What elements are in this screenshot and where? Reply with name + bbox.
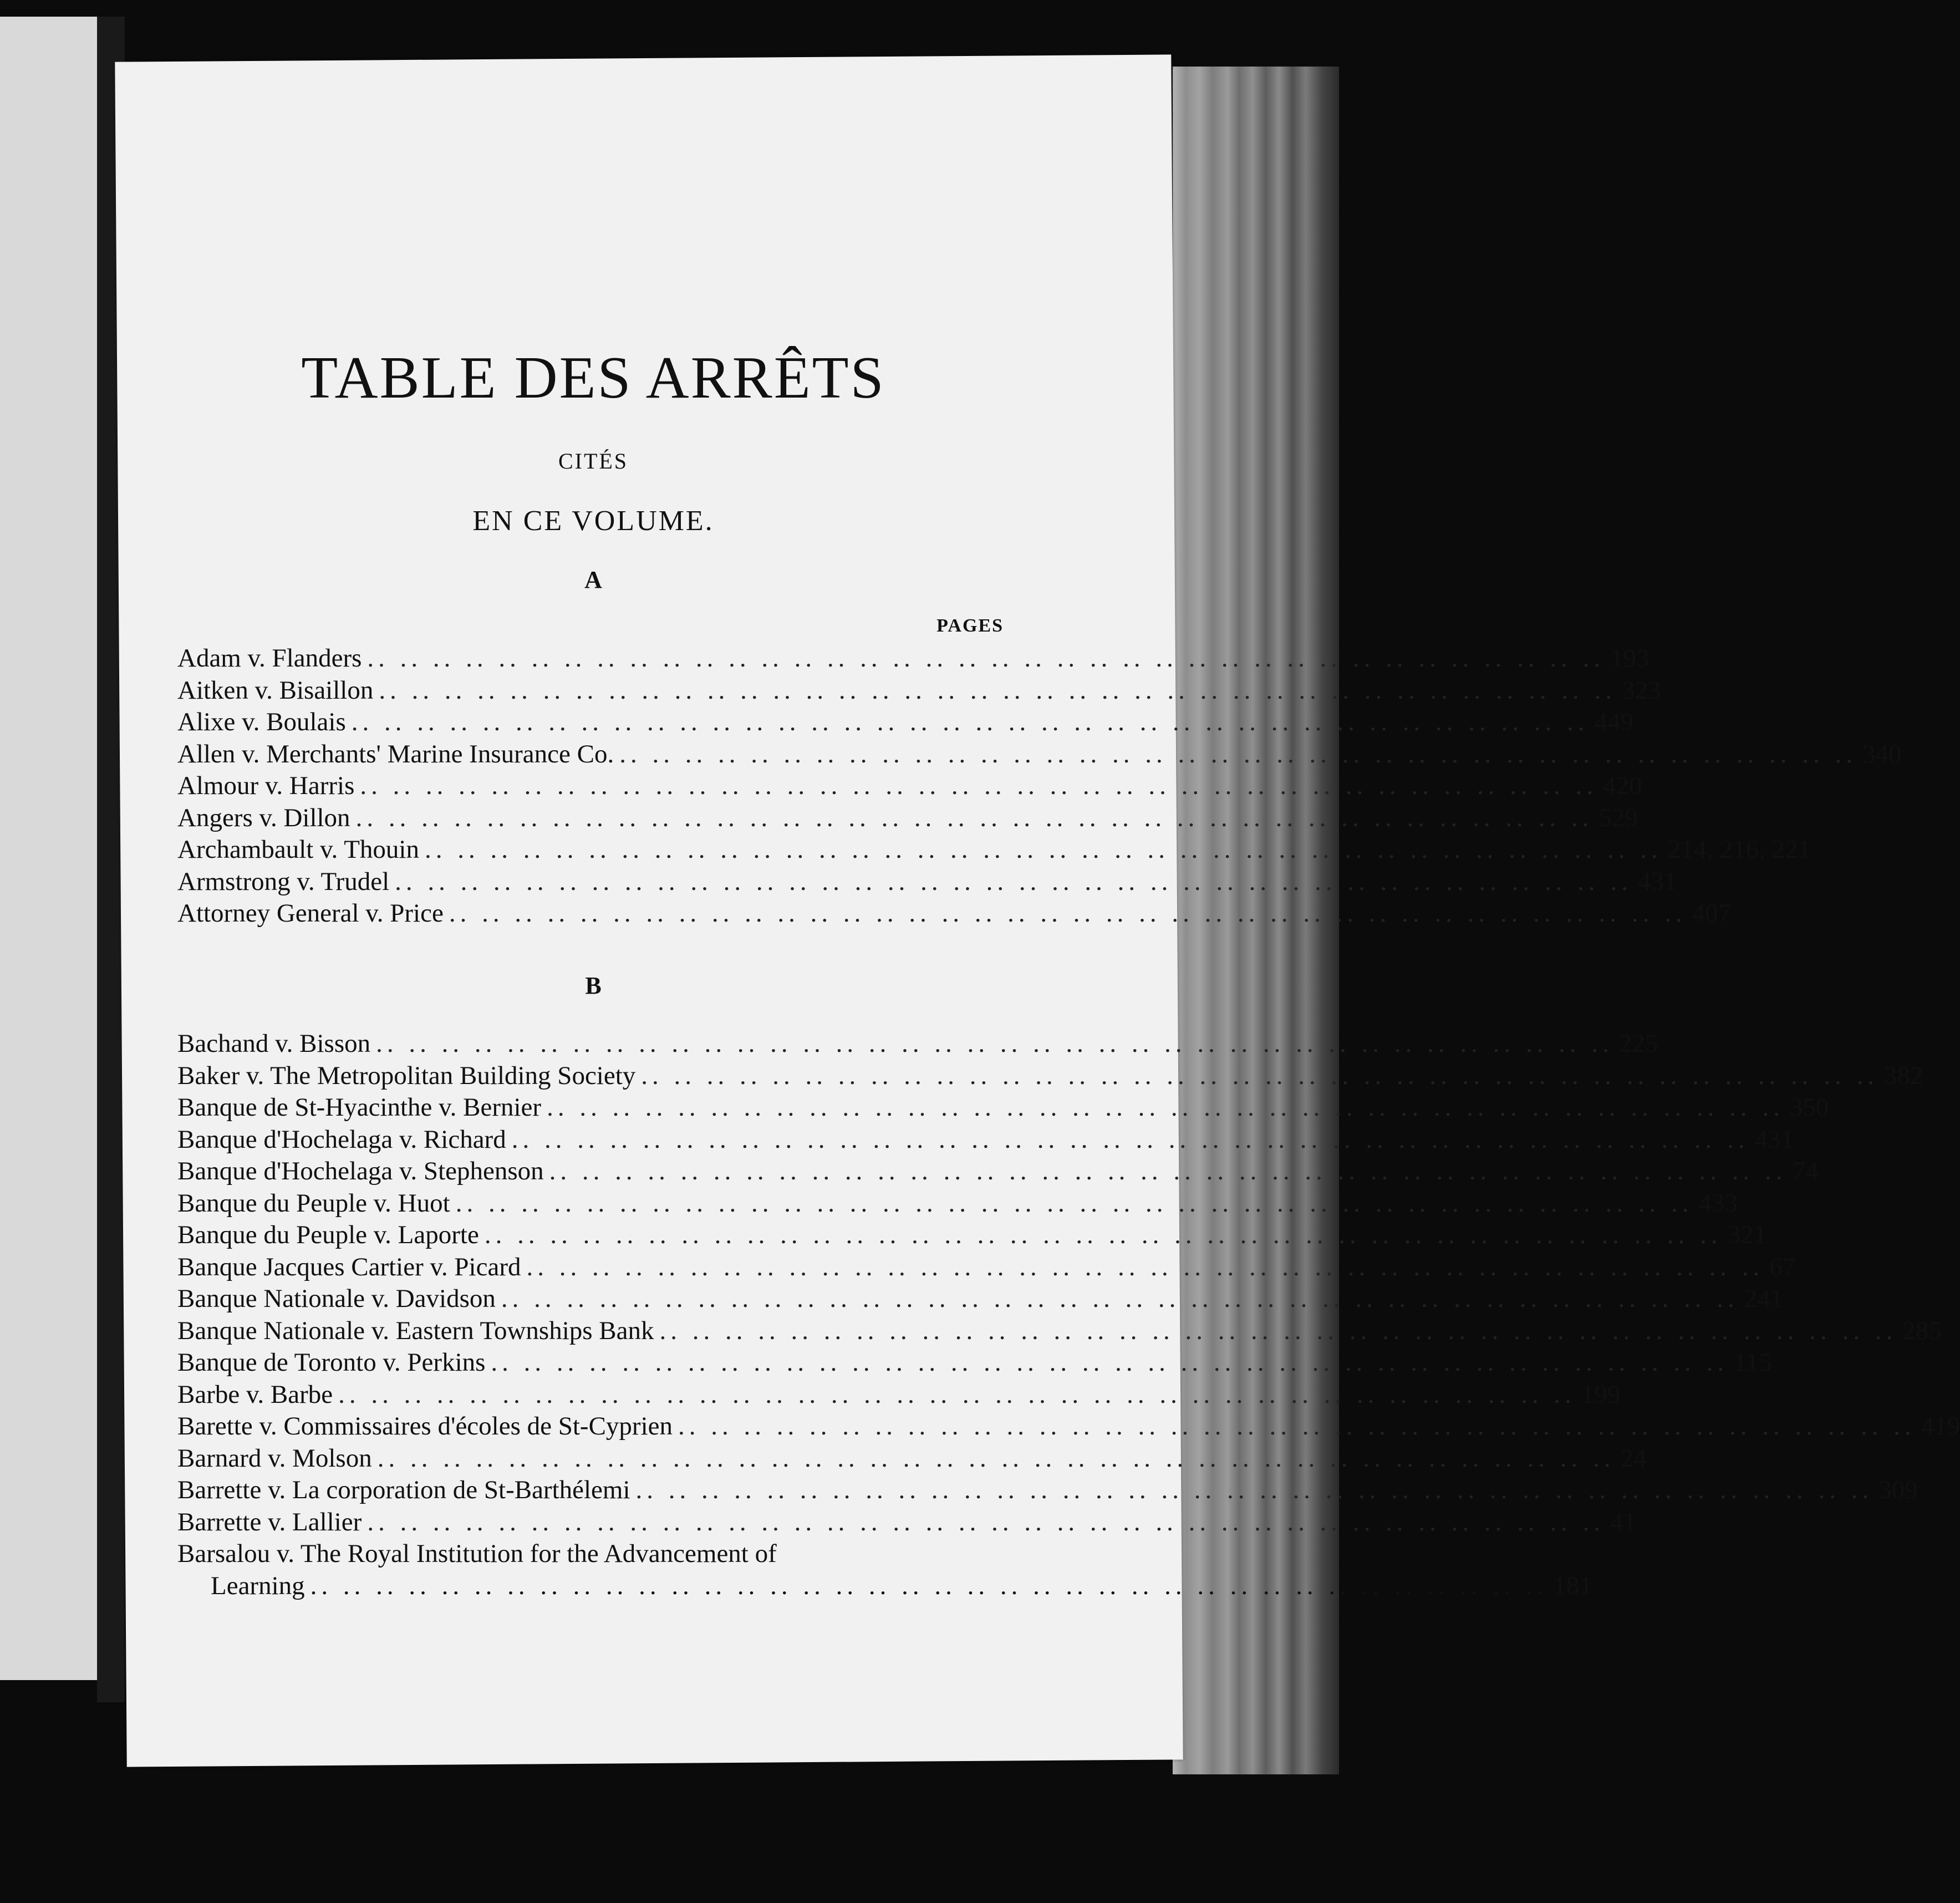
list-item: Allen v. Merchants' Marine Insurance Co. .. .. .. .. .. .. .. .. .. .. .. .. .. .. .. .. .. .. .. .. .. .. .. .. .. .. .. .. .. .. .. .. .. .. .. .. .. .. 340 bbox=[177, 739, 1902, 769]
list-item: Barette v. Commissaires d'écoles de St-Cyprien .. .. .. .. .. .. .. .. .. .. .. .. .. .. .. .. .. .. .. .. .. .. .. .. .. .. .. .. .. .. .. .. .. .. .. .. .. .. 419 bbox=[177, 1412, 1960, 1441]
list-item: Aitken v. Bisaillon .. .. .. .. .. .. .. .. .. .. .. .. .. .. .. .. .. .. .. .. .. .. .. .. .. .. .. .. .. .. .. .. .. .. .. .. .. .. 323 bbox=[177, 675, 1661, 705]
list-item: Banque d'Hochelaga v. Stephenson .. .. .. .. .. .. .. .. .. .. .. .. .. .. .. .. .. .. .. .. .. .. .. .. .. .. .. .. .. .. .. .. .. .. .. .. .. .. 74 bbox=[177, 1157, 1819, 1185]
list-item: Baker v. The Metropolitan Building Society .. .. .. .. .. .. .. .. .. .. .. .. .. .. .. .. .. .. .. .. .. .. .. .. .. .. .. .. .. .. .. .. .. .. .. .. .. .. 382 bbox=[177, 1061, 1923, 1090]
list-item: Barnard v. Molson .. .. .. .. .. .. .. .. .. .. .. .. .. .. .. .. .. .. .. .. .. .. .. .. .. .. .. .. .. .. .. .. .. .. .. .. .. .. 24 bbox=[177, 1443, 1647, 1473]
list-item: Banque d'Hochelaga v. Richard .. .. .. .. .. .. .. .. .. .. .. .. .. .. .. .. .. .. .. .. .. .. .. .. .. .. .. .. .. .. .. .. .. .. .. .. .. .. 431 bbox=[177, 1124, 1794, 1154]
list-item: Banque Jacques Cartier v. Picard .. .. .. .. .. .. .. .. .. .. .. .. .. .. .. .. .. .. .. .. .. .. .. .. .. .. .. .. .. .. .. .. .. .. .. .. .. .. 67 bbox=[177, 1252, 1796, 1281]
list-item: Barrette v. Lallier .. .. .. .. .. .. .. .. .. .. .. .. .. .. .. .. .. .. .. .. .. .. .. .. .. .. .. .. .. .. .. .. .. .. .. .. .. .. 41 bbox=[177, 1507, 1637, 1536]
section-b-list bbox=[177, 1029, 1960, 1602]
section-a-list bbox=[177, 643, 1902, 930]
list-item: Barbe v. Barbe .. .. .. .. .. .. .. .. .. .. .. .. .. .. .. .. .. .. .. .. .. .. .. .. .. .. .. .. .. .. .. .. .. .. .. .. .. .. 199 bbox=[177, 1380, 1621, 1409]
list-item: Banque du Peuple v. Laporte .. .. .. .. .. .. .. .. .. .. .. .. .. .. .. .. .. .. .. .. .. .. .. .. .. .. .. .. .. .. .. .. .. .. .. .. .. .. 321 bbox=[177, 1220, 1767, 1249]
list-item: Archambault v. Thouin .. .. .. .. .. .. .. .. .. .. .. .. .. .. .. .. .. .. .. .. .. .. .. .. .. .. .. .. .. .. .. .. .. .. .. .. .. .. 214, 216, 221 bbox=[177, 835, 1811, 864]
page-subtitle: CITÉS bbox=[558, 449, 629, 474]
list-item: Angers v. Dillon .. .. .. .. .. .. .. .. .. .. .. .. .. .. .. .. .. .. .. .. .. .. .. .. .. .. .. .. .. .. .. .. .. .. .. .. .. .. 529 bbox=[177, 803, 1638, 832]
list-item: Banque de Toronto v. Perkins .. .. .. .. .. .. .. .. .. .. .. .. .. .. .. .. .. .. .. .. .. .. .. .. .. .. .. .. .. .. .. .. .. .. .. .. .. .. 115 bbox=[177, 1348, 1772, 1377]
page-subtitle-volume: EN CE VOLUME. bbox=[472, 505, 714, 537]
facing-page bbox=[0, 17, 100, 1680]
list-item: Banque Nationale v. Eastern Townships Bank .. .. .. .. .. .. .. .. .. .. .. .. .. .. .. .. .. .. .. .. .. .. .. .. .. .. .. .. .. .. .. .. .. .. .. .. .. .. 285 bbox=[177, 1316, 1942, 1345]
section-letter-b: B bbox=[585, 972, 602, 999]
page-title: TABLE DES ARRÊTS bbox=[301, 345, 885, 411]
list-item: Bachand v. Bisson .. .. .. .. .. .. .. .. .. .. .. .. .. .. .. .. .. .. .. .. .. .. .. .. .. .. .. .. .. .. .. .. .. .. .. .. .. .. 225 bbox=[177, 1029, 1658, 1058]
pages-column-header: PAGES bbox=[936, 615, 1004, 636]
list-item: Alixe v. Boulais .. .. .. .. .. .. .. .. .. .. .. .. .. .. .. .. .. .. .. .. .. .. .. .. .. .. .. .. .. .. .. .. .. .. .. .. .. .. 449 bbox=[177, 708, 1633, 736]
list-item: Armstrong v. Trudel .. .. .. .. .. .. .. .. .. .. .. .. .. .. .. .. .. .. .. .. .. .. .. .. .. .. .. .. .. .. .. .. .. .. .. .. .. .. 431 bbox=[177, 867, 1677, 896]
list-item: Almour v. Harris .. .. .. .. .. .. .. .. .. .. .. .. .. .. .. .. .. .. .. .. .. .. .. .. .. .. .. .. .. .. .. .. .. .. .. .. .. .. 420 bbox=[177, 771, 1642, 800]
list-item: Banque Nationale v. Davidson .. .. .. .. .. .. .. .. .. .. .. .. .. .. .. .. .. .. .. .. .. .. .. .. .. .. .. .. .. .. .. .. .. .. .. .. .. .. 241 bbox=[177, 1284, 1784, 1313]
list-item-first-line: Barsalou v. The Royal Institution for the Advancement of bbox=[177, 1539, 777, 1568]
section-letter-a: A bbox=[584, 566, 602, 593]
list-item-continuation: Learning .. .. .. .. .. .. .. .. .. .. .. .. .. .. .. .. .. .. .. .. .. .. .. .. .. .. .. .. .. .. .. .. .. .. .. .. .. .. 181 bbox=[211, 1571, 1592, 1600]
list-item: Barrette v. La corporation de St-Barthélemi .. .. .. .. .. .. .. .. .. .. .. .. .. .. .. .. .. .. .. .. .. .. .. .. .. .. .. .. .. .. .. .. .. .. .. .. .. .. 309 bbox=[177, 1475, 1918, 1504]
list-item: Attorney General v. Price .. .. .. .. .. .. .. .. .. .. .. .. .. .. .. .. .. .. .. .. .. .. .. .. .. .. .. .. .. .. .. .. .. .. .. .. .. .. 407 bbox=[177, 899, 1732, 928]
list-item: Adam v. Flanders .. .. .. .. .. .. .. .. .. .. .. .. .. .. .. .. .. .. .. .. .. .. .. .. .. .. .. .. .. .. .. .. .. .. .. .. .. .. 193 bbox=[177, 644, 1650, 673]
list-item: Banque de St-Hyacinthe v. Bernier .. .. .. .. .. .. .. .. .. .. .. .. .. .. .. .. .. .. .. .. .. .. .. .. .. .. .. .. .. .. .. .. .. .. .. .. .. .. 350 bbox=[177, 1093, 1829, 1122]
list-item: Banque du Peuple v. Huot .. .. .. .. .. .. .. .. .. .. .. .. .. .. .. .. .. .. .. .. .. .. .. .. .. .. .. .. .. .. .. .. .. .. .. .. .. .. 433 bbox=[177, 1188, 1738, 1218]
